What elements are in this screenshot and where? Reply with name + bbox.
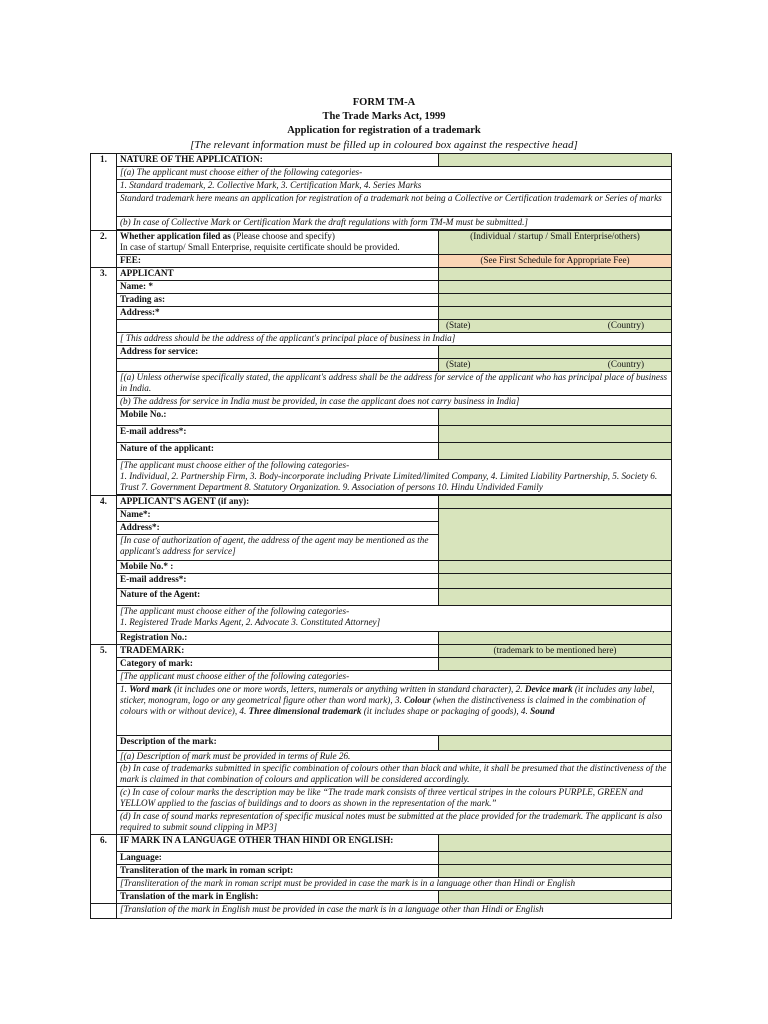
section-number: 1. (91, 154, 117, 231)
note-text: [(a) The applicant must choose either of the following categories- (117, 167, 672, 180)
note-text: [ This address should be the address of the applicant's principal place of business in India] (117, 333, 672, 346)
registration-label: Registration No.: (117, 632, 439, 645)
mobile-label: Mobile No.: (117, 409, 439, 426)
section-title: NATURE OF THE APPLICATION: (117, 154, 439, 167)
service-blank (117, 359, 439, 372)
section-title: APPLICANT (117, 268, 439, 281)
state-label: (State) (446, 320, 471, 330)
agent-mobile-input[interactable] (439, 561, 672, 574)
language-section-input[interactable] (439, 835, 672, 852)
agent-input[interactable] (439, 496, 672, 509)
applicant-input[interactable] (439, 268, 672, 281)
agent-categories (117, 606, 672, 632)
mark-type: Device mark (524, 684, 573, 694)
translation-input[interactable] (439, 891, 672, 904)
filed-as-hint: (Individual / startup / Small Enterprise/others) (470, 231, 640, 241)
agent-name-address-input[interactable] (439, 509, 672, 561)
note-text: [In case of authorization of agent, the address of the agent may be mentioned as the applicant's address for service] (117, 535, 439, 561)
form-subtitle: Application for registration of a trademark (287, 125, 481, 136)
country-label: (Country) (607, 359, 644, 369)
mark-text: 1. (120, 684, 130, 694)
agent-address-label: Address*: (117, 522, 439, 535)
agent-email-label: E-mail address*: (117, 574, 439, 589)
note-text: (b) In case of trademarks submitted in specific combination of colours other than black and white, it shall be presumed that the distinctiveness of the mark is claimed in that combination of colours and application will be considered accordingly. (117, 763, 672, 787)
note-text: [Translation of the mark in English must be provided in case the mark is in a language other than Hindi or English (117, 904, 672, 919)
email-input[interactable] (439, 426, 672, 443)
agent-nature-input[interactable] (439, 589, 672, 606)
state-country-input[interactable] (439, 320, 672, 333)
note-text: [(a) Unless otherwise specifically stated, the applicant's address shall be the address for service of the applicant who has principal place of business in India. (117, 372, 672, 396)
standard-definition: Standard trademark here means an application for registration of a trademark not being a Collective or Certification trademark or Series of marks (117, 193, 672, 217)
nature-applicant-label: Nature of the applicant: (117, 443, 439, 460)
note-text: [The applicant must choose either of the following categories- (120, 606, 350, 616)
note-text: [(a) Description of mark must be provided in terms of Rule 26. (117, 751, 672, 763)
act-title: The Trade Marks Act, 1999 (322, 111, 446, 122)
note-text: [Transliteration of the mark in roman script must be provided in case the mark is in a language other than Hindi or English (117, 878, 672, 891)
categories-text: 1. Registered Trade Marks Agent, 2. Advocate 3. Constituted Attorney] (120, 617, 381, 627)
mark-type: Sound (530, 706, 555, 716)
form-title: FORM TM-A (352, 97, 416, 108)
filed-as-input[interactable] (439, 231, 672, 255)
section-number: 3. (91, 268, 117, 496)
section-number-blank (91, 904, 117, 919)
section-number: 5. (91, 645, 117, 835)
trading-label: Trading as: (117, 294, 439, 307)
transliteration-label: Transliteration of the mark in roman script: (117, 865, 439, 878)
language-input[interactable] (439, 852, 672, 865)
agent-mobile-label: Mobile No.* : (117, 561, 439, 574)
mobile-input[interactable] (439, 409, 672, 426)
address-input[interactable] (439, 307, 672, 320)
language-label: Language: (117, 852, 439, 865)
service-state-country-input[interactable] (439, 359, 672, 372)
address-label: Address:* (117, 307, 439, 320)
application-table (90, 153, 672, 919)
description-label: Description of the mark: (117, 736, 439, 751)
description-input[interactable] (439, 736, 672, 751)
section-number: 2. (91, 231, 117, 268)
section-number: 4. (91, 496, 117, 645)
note-text: (d) In case of sound marks representation of specific musical notes must be submitted at the place provided for the trademark. The applicant is also required to submit sound clipping in MP3] (117, 811, 672, 835)
filed-as-instruction: (Please choose and specify) (230, 231, 335, 241)
name-label: Name: * (117, 281, 439, 294)
translation-label: Translation of the mark in English: (117, 891, 439, 904)
note-text: (b) In case of Collective Mark or Certification Mark the draft regulations with form TM-M must be submitted.] (117, 217, 672, 230)
mark-text: (it includes any label, sticker, monogram, logo or any geometrical figure other than word mark), 3. (120, 684, 655, 705)
categories-text: 1. Individual, 2. Partnership Firm, 3. Body-incorporate including Private Limited/limited Company, 4. Limited Liability Partnership, 5. Society 6. Trust 7. Government Department 8. Statutory Organization. 9. Association of persons 10. Hindu Undivided Family (120, 471, 658, 492)
section-title: APPLICANT'S AGENT (if any): (117, 496, 439, 509)
fee-input[interactable] (439, 255, 672, 268)
nature-categories (117, 460, 672, 495)
mark-text: (it includes shape or packaging of goods), 4. (361, 706, 531, 716)
trading-as-input[interactable] (439, 294, 672, 307)
nature-input[interactable] (439, 154, 672, 167)
category-label: Category of mark: (117, 658, 439, 671)
mark-type: Word mark (129, 684, 172, 694)
mark-type: Three dimensional trademark (248, 706, 362, 716)
section-title: IF MARK IN A LANGUAGE OTHER THAN HINDI OR ENGLISH: (117, 835, 439, 852)
trademark-hint: (trademark to be mentioned here) (493, 645, 617, 655)
note-text: [The applicant must choose either of the following categories- (120, 460, 350, 470)
country-label: (Country) (607, 320, 644, 330)
trademark-input[interactable] (439, 645, 672, 658)
section-title: TRADEMARK: (117, 645, 439, 658)
applicant-name-input[interactable] (439, 281, 672, 294)
agent-nature-label: Nature of the Agent: (117, 589, 439, 606)
mark-categories (117, 684, 672, 736)
state-label: (State) (446, 359, 471, 369)
address-blank (117, 320, 439, 333)
agent-email-input[interactable] (439, 574, 672, 589)
category-input[interactable] (439, 658, 672, 671)
form-instruction: [The relevant information must be filled up in coloured box against the respective head] (190, 139, 578, 151)
transliteration-input[interactable] (439, 865, 672, 878)
note-text: (b) The address for service in India must be provided, in case the applicant does not carry business in India] (117, 396, 672, 409)
registration-input[interactable] (439, 632, 672, 645)
note-text: (c) In case of colour marks the description may be like “The trade mark consists of three vertical stripes in the colours PURPLE, GREEN and YELLOW applied to the fascias of buildings and to doors as shown in the representation of the mark.” (117, 787, 672, 811)
section-number: 6. (91, 835, 117, 904)
mark-type: Colour (404, 695, 431, 705)
nature-applicant-input[interactable] (439, 443, 672, 460)
filed-as-question (117, 231, 439, 255)
service-address-label: Address for service: (117, 346, 439, 359)
filed-as-note: In case of startup/ Small Enterprise, requisite certificate should be provided. (120, 242, 400, 252)
email-label: E-mail address*: (117, 426, 439, 443)
fee-hint: (See First Schedule for Appropriate Fee) (480, 255, 630, 265)
mark-text: (when the distinctiveness is claimed in the combination of colours with or without device), 4. (120, 695, 646, 716)
mark-text: (it includes one or more words, letters, numerals or anything written in standard character), 2. (171, 684, 525, 694)
agent-name-label: Name*: (117, 509, 439, 522)
categories-text: 1. Standard trademark, 2. Collective Mark, 3. Certification Mark, 4. Series Marks (117, 180, 672, 193)
filed-as-label: Whether application filed as (120, 231, 231, 241)
note-text: [The applicant must choose either of the following categories- (117, 671, 672, 684)
service-address-input[interactable] (439, 346, 672, 359)
form-header (0, 96, 768, 152)
fee-label: FEE: (117, 255, 439, 268)
